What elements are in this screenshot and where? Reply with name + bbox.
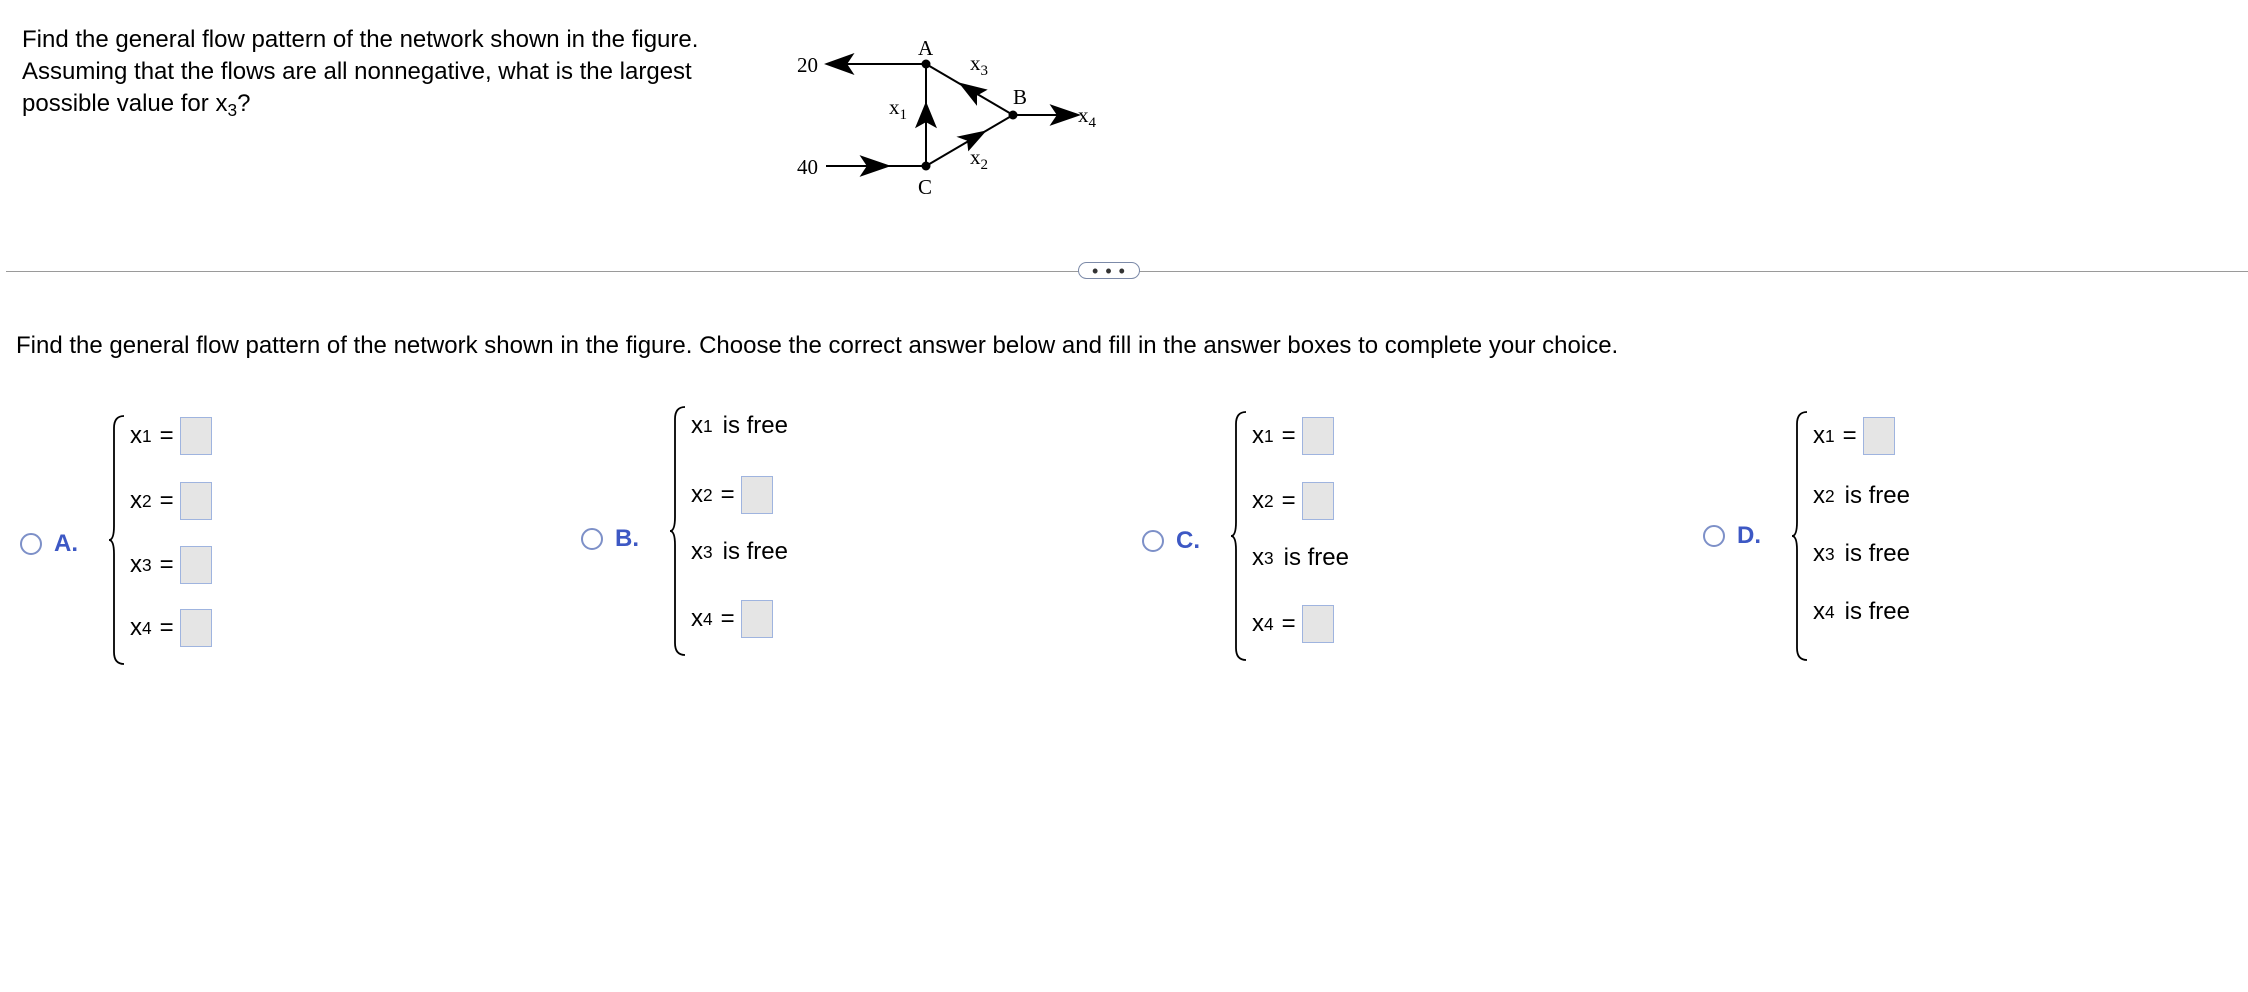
choice-a-x4-input[interactable] — [180, 609, 212, 647]
choice-c-radio-row[interactable] — [1142, 527, 1200, 555]
choice-a-brace — [108, 414, 126, 666]
choice-d-x4-row: x 4 is free — [1813, 598, 1910, 625]
choice-b-x2-input[interactable] — [741, 476, 773, 514]
choice-b-x4-row: x 4 = — [691, 600, 773, 638]
choice-b-brace — [669, 405, 687, 657]
choice-c-x2-input[interactable] — [1302, 482, 1334, 520]
question-line-2: Assuming that the flows are all nonnegative, what is the largest — [22, 58, 692, 85]
choice-b-x3-row: x 3 is free — [691, 538, 788, 565]
choice-b-x2-row: x 2 = — [691, 476, 773, 514]
choice-c — [1142, 372, 1542, 667]
show-more-button[interactable]: • • • — [1078, 262, 1140, 279]
choice-d-x1-input[interactable] — [1863, 417, 1895, 455]
choice-b-x1-row: x 1 is free — [691, 412, 788, 439]
choice-d-x2-row: x 2 is free — [1813, 482, 1910, 509]
choice-a-radio[interactable] — [20, 533, 42, 555]
question-text — [22, 24, 782, 120]
choice-d-radio-row[interactable] — [1703, 522, 1761, 550]
arrow-x3 — [961, 84, 985, 103]
choice-a-x1-row: x 1 = — [130, 417, 212, 455]
choice-a-x3-input[interactable] — [180, 546, 212, 584]
node-b-dot — [1009, 111, 1018, 120]
node-a-dot — [922, 60, 931, 69]
x3-label: $x_3$ — [970, 51, 988, 79]
choice-c-x4-row: x 4 = — [1252, 605, 1334, 643]
choice-d-x1-row: x 1 = — [1813, 417, 1895, 455]
choice-d-brace — [1791, 410, 1809, 662]
instruction-text: Find the general flow pattern of the network shown in the figure. Choose the correct answer below and fill in the answer boxes to complete your choice. — [16, 332, 1619, 359]
choice-d — [1703, 372, 2103, 667]
choice-a-x1-input[interactable] — [180, 417, 212, 455]
network-figure — [790, 30, 1130, 210]
choice-c-x2-row: x 2 = — [1252, 482, 1334, 520]
choice-c-x1-row: x 1 = — [1252, 417, 1334, 455]
choice-b — [581, 372, 981, 667]
x4-label: $x_4$ — [1078, 103, 1096, 131]
choice-a-x2-row: x 2 = — [130, 482, 212, 520]
x2-label: $x_2$ — [970, 145, 988, 173]
choice-a-letter: A. — [54, 530, 78, 557]
choice-c-radio[interactable] — [1142, 530, 1164, 552]
flow-40-label: 40 — [797, 155, 818, 179]
choice-b-radio[interactable] — [581, 528, 603, 550]
choice-c-x1-input[interactable] — [1302, 417, 1334, 455]
choice-a-x3-row: x 3 = — [130, 546, 212, 584]
choice-c-letter: C. — [1176, 527, 1200, 554]
node-a-label: A — [918, 36, 934, 60]
node-b-label: B — [1013, 85, 1028, 109]
choice-a-x4-row: x 4 = — [130, 609, 212, 647]
choice-b-letter: B. — [615, 525, 639, 552]
choice-b-x4-input[interactable] — [741, 600, 773, 638]
choice-a-radio-row[interactable] — [20, 530, 78, 558]
question-line-3: possible value for $x_3$? — [22, 90, 251, 121]
choice-d-x3-row: x 3 is free — [1813, 540, 1910, 567]
choice-c-x4-input[interactable] — [1302, 605, 1334, 643]
choice-c-brace — [1230, 410, 1248, 662]
question-line-1: Find the general flow pattern of the network shown in the figure. — [22, 26, 699, 53]
choice-d-letter: D. — [1737, 522, 1761, 549]
node-c-label: C — [918, 175, 933, 199]
choice-d-radio[interactable] — [1703, 525, 1725, 547]
choice-a-x2-input[interactable] — [180, 482, 212, 520]
flow-20-label: 20 — [797, 53, 818, 77]
choice-c-x3-row: x 3 is free — [1252, 544, 1349, 571]
choice-b-radio-row[interactable] — [581, 525, 639, 553]
node-c-dot — [922, 162, 931, 171]
x1-label: $x_1$ — [889, 95, 907, 123]
choice-a — [20, 372, 420, 667]
